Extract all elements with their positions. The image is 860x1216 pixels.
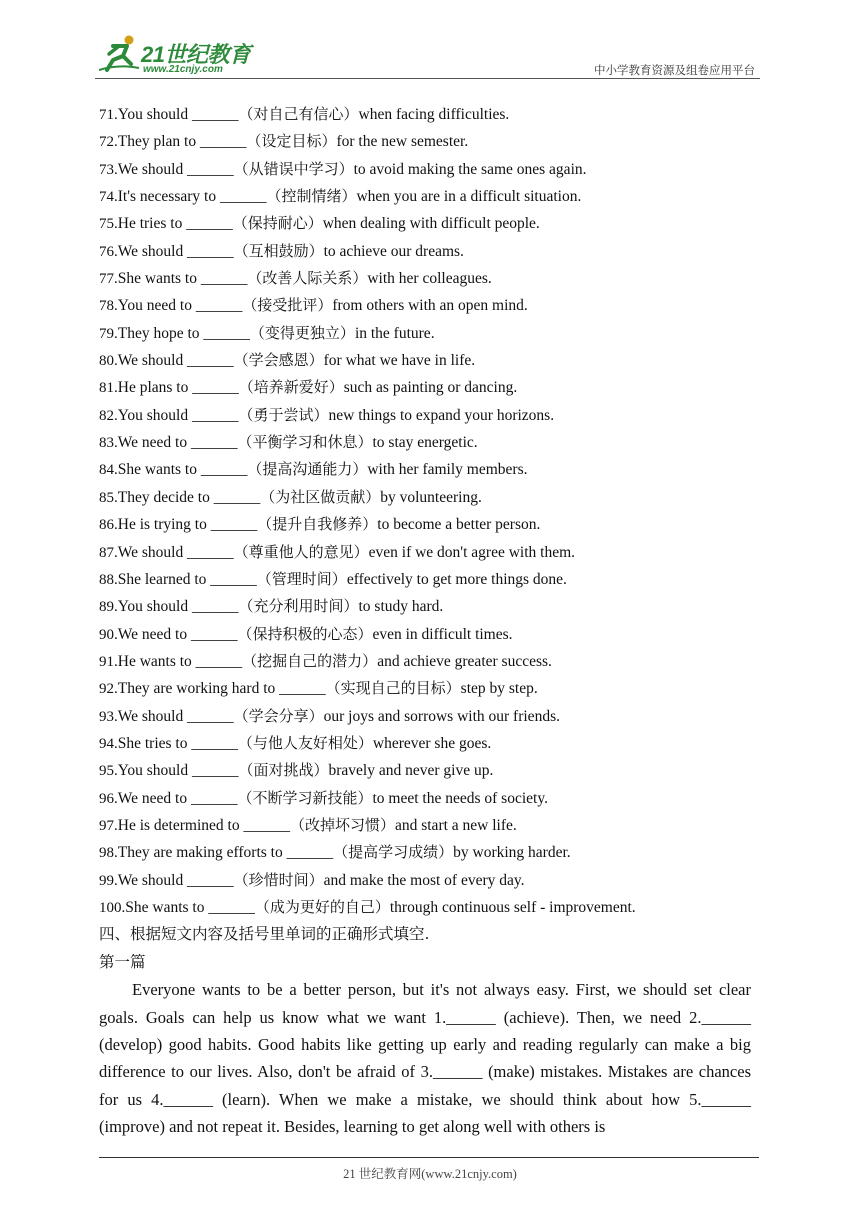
question-number: 79. — [99, 325, 118, 342]
question-ending: to achieve our dreams. — [323, 242, 464, 260]
question-item — [99, 593, 759, 620]
question-item — [99, 484, 759, 511]
question-ending: to study hard. — [358, 598, 444, 616]
question-item — [99, 894, 759, 921]
question-number: 91. — [99, 653, 118, 670]
question-prompt: You should ______ — [117, 598, 239, 616]
chinese-hint: （学会分享） — [233, 706, 324, 725]
chinese-hint: （不断学习新技能） — [237, 788, 373, 807]
question-ending: to meet the needs of society. — [372, 789, 548, 807]
question-number: 89. — [99, 599, 118, 616]
chinese-hint: （提升自我修养） — [257, 515, 378, 534]
question-ending: and make the most of every day. — [323, 871, 525, 889]
question-ending: effectively to get more things done. — [346, 570, 567, 588]
question-ending: with her colleagues. — [367, 270, 492, 288]
question-item — [99, 347, 759, 374]
chinese-hint: （培养新爱好） — [238, 378, 344, 397]
chinese-hint: （珍惜时间） — [233, 870, 324, 889]
question-prompt: They are making efforts to ______ — [117, 844, 334, 862]
question-item — [99, 101, 759, 128]
running-figure-icon — [99, 34, 141, 74]
question-item — [99, 511, 759, 538]
chinese-hint: （控制情绪） — [266, 187, 357, 206]
question-item — [99, 867, 759, 894]
question-item — [99, 320, 759, 347]
question-number: 90. — [99, 626, 118, 643]
chinese-hint: （互相鼓励） — [233, 241, 324, 260]
question-prompt: We need to ______ — [117, 434, 238, 452]
chinese-hint: （充分利用时间） — [238, 597, 359, 616]
question-number: 99. — [99, 872, 118, 889]
section-title: 四、根据短文内容及括号里单词的正确形式填空. — [99, 925, 430, 944]
chinese-hint: （学会感恩） — [233, 351, 324, 370]
question-ending: by volunteering. — [380, 488, 482, 506]
question-ending: with her family members. — [367, 461, 528, 479]
question-number: 71. — [99, 107, 118, 123]
question-item — [99, 210, 759, 237]
question-ending: step by step. — [460, 680, 538, 698]
question-item — [99, 839, 759, 866]
question-ending: by working harder. — [453, 844, 571, 862]
chinese-hint: （挖掘自己的潜力） — [242, 651, 378, 670]
question-prompt: We need to ______ — [117, 625, 238, 643]
question-prompt: They plan to ______ — [117, 133, 247, 151]
page-footer: 21 世纪教育网(www.21cnjy.com) — [343, 1167, 517, 1181]
question-ending: through continuous self - improvement. — [389, 898, 636, 916]
question-ending: wherever she goes. — [372, 734, 492, 752]
question-item — [99, 183, 759, 210]
chinese-hint: （保持积极的心态） — [237, 624, 373, 643]
chinese-hint: （提高学习成绩） — [333, 843, 454, 862]
question-prompt: We should ______ — [117, 707, 234, 725]
chinese-hint: （实现自己的目标） — [325, 679, 461, 698]
logo-text: 21世纪教育 — [141, 42, 251, 67]
question-prompt: It's necessary to ______ — [117, 188, 267, 206]
question-ending: such as painting or dancing. — [343, 379, 518, 397]
question-number: 95. — [99, 763, 118, 780]
question-prompt: They decide to ______ — [117, 488, 261, 506]
question-item — [99, 730, 759, 757]
question-prompt: You need to ______ — [117, 297, 243, 315]
question-prompt: He wants to ______ — [117, 652, 243, 670]
question-number: 96. — [99, 790, 118, 807]
question-prompt: We should ______ — [117, 242, 234, 260]
chinese-hint: （为社区做贡献） — [260, 487, 381, 506]
page-content — [99, 101, 759, 1141]
question-ending: our joys and sorrows with our friends. — [323, 707, 560, 725]
question-ending: for the new semester. — [336, 133, 469, 151]
question-number: 78. — [99, 298, 118, 315]
question-item — [99, 703, 759, 730]
question-item — [99, 675, 759, 702]
chinese-hint: （从错误中学习） — [233, 159, 354, 178]
question-item — [99, 265, 759, 292]
question-prompt: They hope to ______ — [117, 324, 250, 342]
question-prompt: We should ______ — [117, 871, 234, 889]
question-prompt: He plans to ______ — [117, 379, 239, 397]
chinese-hint: （平衡学习和休息） — [237, 433, 373, 452]
question-number: 98. — [99, 845, 118, 862]
chinese-hint: （面对挑战） — [238, 761, 329, 780]
question-prompt: She learned to ______ — [117, 570, 257, 588]
question-number: 82. — [99, 407, 118, 424]
question-prompt: You should ______ — [117, 106, 239, 123]
chinese-hint: （与他人友好相处） — [237, 733, 373, 752]
question-item — [99, 292, 759, 319]
question-prompt: They are working hard to ______ — [117, 680, 326, 698]
footer-divider — [99, 1157, 759, 1158]
question-number: 100. — [99, 899, 126, 916]
question-item — [99, 402, 759, 429]
question-prompt: We should ______ — [117, 352, 234, 370]
question-ending: when facing difficulties. — [358, 106, 510, 123]
question-number: 81. — [99, 380, 118, 397]
question-number: 92. — [99, 681, 118, 698]
question-number: 86. — [99, 517, 118, 534]
question-item — [99, 128, 759, 155]
chinese-hint: （改善人际关系） — [247, 269, 368, 288]
question-item — [99, 621, 759, 648]
question-ending: when dealing with difficult people. — [322, 215, 540, 233]
chinese-hint: （管理时间） — [256, 569, 347, 588]
question-prompt: You should ______ — [117, 406, 239, 424]
site-logo — [95, 34, 265, 78]
question-ending: from others with an open mind. — [332, 297, 528, 315]
question-ending: even in difficult times. — [372, 625, 513, 643]
question-prompt: He is trying to ______ — [117, 516, 258, 534]
question-item — [99, 539, 759, 566]
question-item — [99, 757, 759, 784]
chinese-hint: （成为更好的自己） — [254, 897, 390, 916]
question-number: 87. — [99, 544, 118, 561]
question-item — [99, 812, 759, 839]
question-ending: new things to expand your horizons. — [328, 406, 555, 424]
question-item — [99, 785, 759, 812]
question-prompt: We should ______ — [117, 543, 234, 561]
question-number: 73. — [99, 161, 118, 178]
header-divider — [95, 78, 760, 79]
chinese-hint: （尊重他人的意见） — [233, 542, 369, 561]
question-prompt: We should ______ — [117, 160, 234, 178]
question-number: 74. — [99, 189, 118, 206]
question-list — [99, 101, 759, 921]
question-number: 97. — [99, 817, 118, 834]
question-number: 80. — [99, 353, 118, 370]
logo-url: www.21cnjy.com — [143, 64, 223, 75]
question-ending: bravely and never give up. — [328, 762, 494, 780]
question-item — [99, 374, 759, 401]
chinese-hint: （设定目标） — [246, 132, 337, 151]
question-number: 75. — [99, 216, 118, 233]
question-ending: to avoid making the same ones again. — [353, 160, 587, 178]
passage-text: Everyone wants to be a better person, but it's not always easy. First, we should set clear goals. Goals can help us know what we want 1.______ (achieve). Then, we need 2.______ (develop) good habits. Good habits like getting up early and reading regularly can make a big difference to our lives. Also, don't be afraid of 3.______ (make) mistakes. Mistakes are chances for us 4.______ (learn). When we make a mistake, we should think about how 5.______ (improve) and not repeat it. Besides, learning to get along well with others is — [99, 980, 751, 1137]
question-ending: for what we have in life. — [323, 352, 476, 370]
question-ending: and start a new life. — [394, 816, 517, 834]
question-prompt: She tries to ______ — [117, 734, 238, 752]
question-ending: even if we don't agree with them. — [368, 543, 575, 561]
question-item — [99, 238, 759, 265]
question-number: 77. — [99, 271, 118, 288]
question-item — [99, 566, 759, 593]
chinese-hint: （提高沟通能力） — [247, 460, 368, 479]
question-prompt: She wants to ______ — [117, 270, 248, 288]
question-number: 85. — [99, 489, 118, 506]
question-item — [99, 156, 759, 183]
chinese-hint: （保持耐心） — [232, 214, 323, 233]
question-prompt: He is determined to ______ — [117, 816, 290, 834]
question-number: 72. — [99, 134, 118, 151]
question-item — [99, 648, 759, 675]
question-number: 94. — [99, 735, 118, 752]
question-number: 88. — [99, 571, 118, 588]
question-ending: to stay energetic. — [372, 434, 478, 452]
question-number: 93. — [99, 708, 118, 725]
question-number: 84. — [99, 462, 118, 479]
question-prompt: You should ______ — [117, 762, 239, 780]
chinese-hint: （变得更独立） — [249, 323, 355, 342]
question-ending: and achieve greater success. — [377, 652, 552, 670]
page-header — [95, 34, 760, 80]
question-ending: to become a better person. — [377, 516, 541, 534]
question-number: 76. — [99, 243, 118, 260]
passage-title: 第一篇 — [99, 952, 146, 971]
question-number: 83. — [99, 435, 118, 452]
chinese-hint: （改掉坏习惯） — [289, 815, 395, 834]
question-item — [99, 456, 759, 483]
question-ending: when you are in a difficult situation. — [356, 188, 582, 206]
chinese-hint: （对自己有信心） — [238, 105, 359, 123]
question-prompt: She wants to ______ — [117, 461, 248, 479]
question-ending: in the future. — [354, 324, 435, 342]
chinese-hint: （勇于尝试） — [238, 405, 329, 424]
question-prompt: We need to ______ — [117, 789, 238, 807]
question-item — [99, 429, 759, 456]
question-prompt: She wants to ______ — [125, 898, 255, 916]
question-prompt: He tries to ______ — [117, 215, 233, 233]
platform-name: 中小学教育资源及组卷应用平台 — [594, 63, 755, 77]
chinese-hint: （接受批评） — [242, 296, 333, 315]
